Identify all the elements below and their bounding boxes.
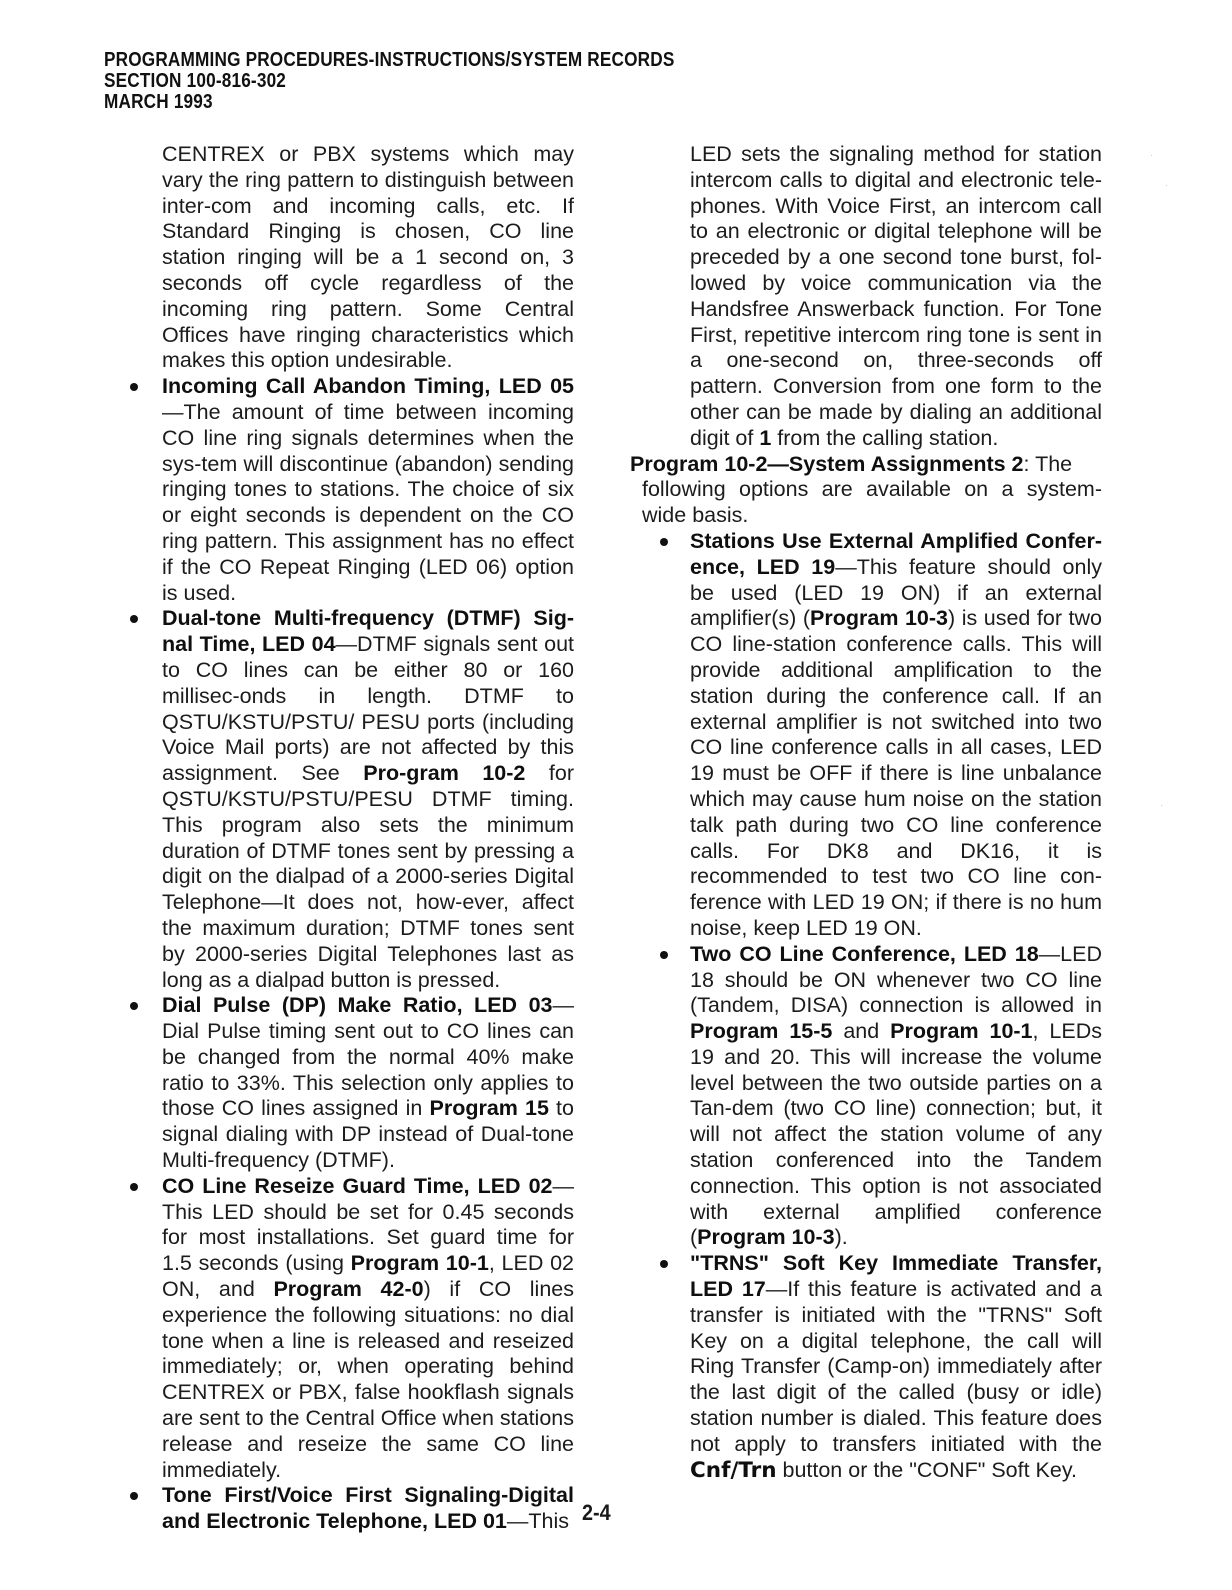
header-title: PROGRAMMING PROCEDURES-INSTRUCTIONS/SYSTEM RECORDS [104,49,675,71]
bullet-text: button or the "CONF" Soft Key. [776,1457,1077,1482]
bullet-title: CO Line Reseize Guard Time, LED 02 [162,1173,553,1198]
bullet-text: —This [506,1509,569,1534]
bullet-dtmf-signal-time [126,606,574,993]
document-header [104,50,675,113]
key-label: Cnf/Trn [690,1457,777,1483]
program-reference: Program 15-5 [690,1019,833,1044]
digit-key: 1 [759,425,772,450]
bullet-text: , LED 02 ON, and [162,1251,574,1302]
bullet-text: ). [834,1225,848,1250]
program-reference: Pro-gram 10-2 [363,761,526,786]
program-10-2-heading [630,452,1102,478]
program-title: Program 10-2—System Assignments 2 [630,451,1024,476]
bullet-text: —This LED should be set for 0.45 seconds for most installations. Set guard time for 1.5 seconds (using [162,1173,574,1276]
scan-speck: · [1150,150,1154,161]
paragraph-text: from the calling station. [771,425,999,450]
right-column [630,142,1102,1483]
program-reference: Program 15 [429,1096,549,1121]
left-intro-paragraph: CENTREX or PBX systems which may vary the ring pattern to distinguish between inter-com and incoming calls, etc. If Standard Ringing is chosen, CO line station ringing will be a 1 second on, 3 seconds off cycle regardless of the incoming ring pattern. Some Central Offices have ringing characteristics which makes this option undesirable. [162,142,574,373]
bullet-title: Incoming Call Abandon Timing, LED 05 [162,374,574,399]
program-reference: Program 10-3 [697,1225,835,1250]
program-reference: Program 42-0 [273,1277,424,1302]
bullet-incoming-call-abandon [126,374,574,606]
bullet-text: —Dial Pulse timing sent out to CO lines can be changed from the normal 40% make ratio to 33%. This selection only applies to those CO lines assigned in [162,993,574,1121]
bullet-text: —The amount of time between incoming CO line ring signals determines when the sys-tem will discontinue (abandon) sending ringing tones to stations. The choice of six or eight seconds is dependent on the CO ring pattern. This assignment has no effect if the CO Repeat Ringing (LED 06) option is used. [162,399,574,605]
bullet-external-amplified-conference [630,529,1102,942]
page-number: 2-4 [582,1500,611,1525]
bullet-title: Dial Pulse (DP) Make Ratio, LED 03 [162,993,553,1018]
bullet-trns-soft-key-transfer [630,1251,1102,1483]
bullet-tone-first-voice-first [126,1483,574,1535]
header-section: SECTION 100-816-302 [104,70,287,92]
bullet-text: , LEDs 19 and 20. This will increase the volume level between the two outside parties on a Tan-dem (two CO line) connection; but, it will not affect the station volume of any station conferenced into the Tandem connection. This option is not associated with external amplified conference ( [690,1019,1103,1250]
bullet-title: Dual-tone Multi-frequency (DTMF) Sig-nal Time, LED 04 [162,606,574,657]
bullet-text: —LED 18 should be ON whenever two CO line (Tandem, DISA) connection is allowed in [690,941,1102,1018]
bullet-text: to signal dialing with DP instead of Dual-tone Multi-frequency (DTMF). [162,1096,574,1173]
bullet-text: —DTMF signals sent out to CO lines can be either 80 or 160 millisec-onds in length. DTMF to QSTU/KSTU/PSTU/ PESU ports (including Voice Mail ports) are not affected by this assignment. See [162,632,574,786]
paragraph-text: LED sets the signaling method for station intercom calls to digital and electronic tele-phones. With Voice First, an intercom call to an electronic or digital telephone will be preceded by a one second tone burst, fol-lowed by voice communication via the Handsfree Answerback function. For Tone First, repetitive intercom ring tone is sent in a one-second on, three-seconds off pattern. Conversion from one form to the other can be made by dialing an additional digit of [690,142,1102,450]
bullet-text: and [832,1019,891,1044]
bullet-title: Two CO Line Conference, LED 18 [690,941,1039,966]
program-reference: Program 10-1 [890,1019,1033,1044]
right-continued-paragraph [630,142,1102,452]
header-date: MARCH 1993 [104,91,213,113]
program-colon: : The [1023,451,1073,476]
left-column [126,142,574,1535]
bullet-title: Tone First/Voice First Signaling-Digital and Electronic Telephone, LED 01 [162,1483,574,1534]
scan-speck: · [1160,800,1164,811]
bullet-co-line-reseize-guard-time [126,1174,574,1484]
bullet-title: Stations Use External Amplified Confer-ence, LED 19 [690,528,1102,579]
bullet-text: for QSTU/KSTU/PSTU/PESU DTMF timing. This program also sets the minimum duration of DTMF tones sent by pressing a digit on the dialpad of a 2000-series Digital Telephone—It does not, how-ever, affect the maximum duration; DTMF tones sent by 2000-series Digital Telephones last as long as a dialpad button is pressed. [162,761,574,992]
bullet-text: ) if CO lines experience the following situations: no dial tone when a line is released and reseized immediately; or, when operating behind CENTREX or PBX, false hookflash signals are sent to the Central Office when stations release and reseize the same CO line immediately. [162,1277,574,1482]
bullet-text: —If this feature is activated and a transfer is initiated with the "TRNS" Soft Key on a digital telephone, the call will Ring Transfer (Camp-on) immediately after the last digit of the called (busy or idle) station number is dialed. This feature does not apply to transfers initiated with the [690,1277,1102,1456]
bullet-two-co-line-conference [630,942,1102,1252]
bullet-text: —This feature should only be used (LED 19 ON) if an external amplifier(s) ( [690,554,1102,631]
program-reference: Program 10-1 [350,1251,489,1276]
bullet-text: ) is used for two CO line-station conference calls. This will provide additional amplification to the station during the conference call. If an external amplifier is not switched into two CO line conference calls in all cases, LED 19 must be OFF if there is line unbalance which may cause hum noise on the station talk path during two CO line conference calls. For DK8 and DK16, it is recommended to test two CO line con-ference with LED 19 ON; if there is no hum noise, keep LED 19 ON. [690,606,1102,940]
scan-speck: · [1165,180,1169,191]
program-reference: Program 10-3 [810,606,948,631]
program-10-2-description: following options are available on a system-wide basis. [642,477,1102,528]
bullet-dial-pulse-make-ratio [126,993,574,1174]
bullet-title: "TRNS" Soft Key Immediate Transfer, LED 17 [690,1251,1102,1302]
